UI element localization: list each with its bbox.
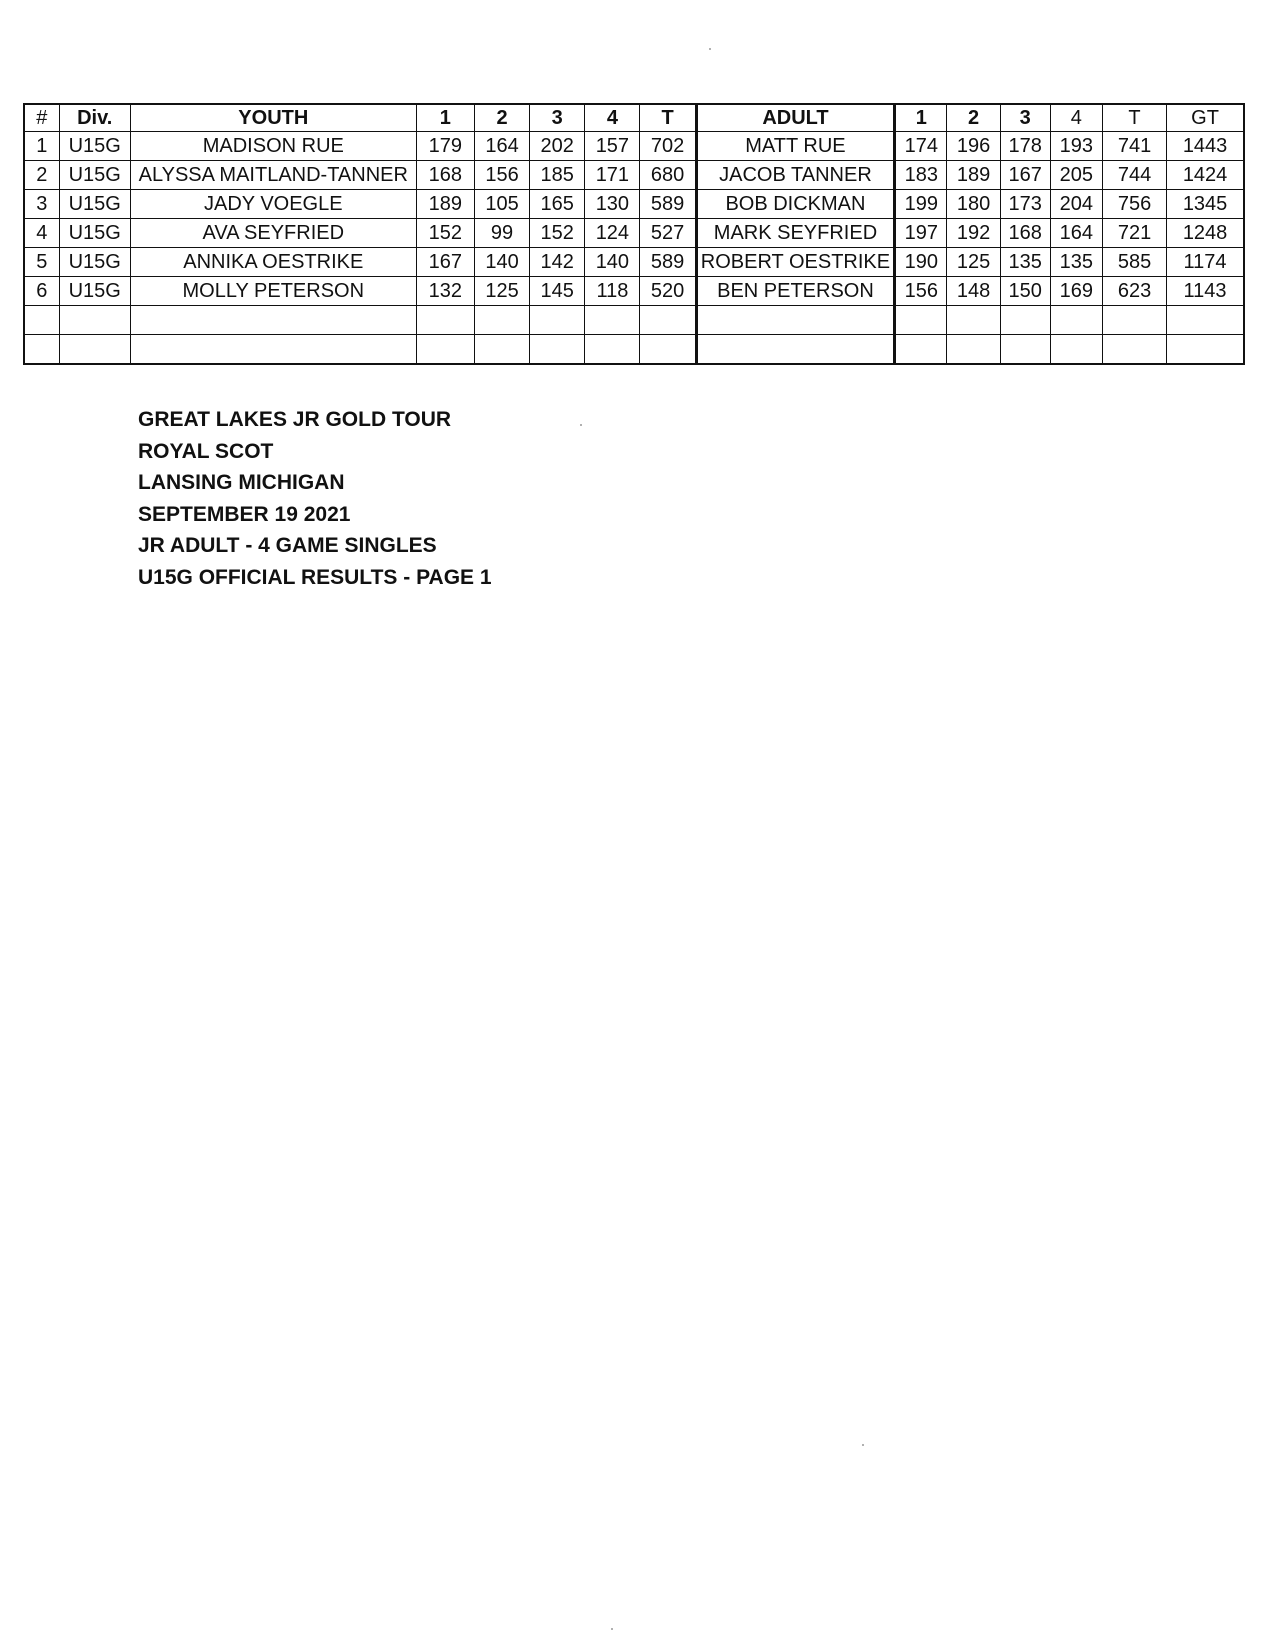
cell-rank: 2 (24, 161, 59, 190)
cell-youth-game-4: 118 (585, 277, 640, 306)
cell-adult-name: MARK SEYFRIED (696, 219, 895, 248)
scan-speck (580, 424, 582, 426)
cell-rank: 1 (24, 132, 59, 161)
empty-cell (530, 306, 585, 335)
cell-youth-game-1: 152 (416, 219, 474, 248)
cell-grand-total: 1174 (1167, 248, 1244, 277)
cell-youth-total: 680 (640, 161, 696, 190)
table-row (24, 219, 1244, 248)
header-youth: YOUTH (130, 104, 416, 132)
empty-cell (59, 335, 130, 365)
cell-youth-game-2: 140 (474, 248, 529, 277)
header-row (24, 104, 1244, 132)
cell-adult-game-2: 148 (947, 277, 1000, 306)
header-grand-total: GT (1167, 104, 1244, 132)
header-youth-game-2: 2 (474, 104, 529, 132)
cell-adult-total: 721 (1102, 219, 1166, 248)
empty-cell (24, 335, 59, 365)
cell-grand-total: 1143 (1167, 277, 1244, 306)
scan-speck (862, 1444, 864, 1446)
header-youth-total: T (640, 104, 696, 132)
empty-cell (947, 306, 1000, 335)
cell-youth-game-4: 171 (585, 161, 640, 190)
cell-youth-game-1: 179 (416, 132, 474, 161)
cell-adult-game-3: 168 (1000, 219, 1050, 248)
caption-venue: ROYAL SCOT (138, 439, 274, 463)
cell-youth-name: JADY VOEGLE (130, 190, 416, 219)
empty-cell (640, 335, 696, 365)
empty-cell (947, 335, 1000, 365)
cell-adult-name: BEN PETERSON (696, 277, 895, 306)
cell-rank: 6 (24, 277, 59, 306)
table-row (24, 277, 1244, 306)
cell-adult-game-2: 125 (947, 248, 1000, 277)
cell-youth-game-2: 125 (474, 277, 529, 306)
cell-adult-game-4: 169 (1050, 277, 1102, 306)
caption-location: LANSING MICHIGAN (138, 471, 345, 494)
cell-division: U15G (59, 219, 130, 248)
cell-youth-game-4: 124 (585, 219, 640, 248)
cell-adult-name: MATT RUE (696, 132, 895, 161)
empty-cell (416, 335, 474, 365)
cell-adult-game-1: 156 (895, 277, 947, 306)
cell-adult-game-3: 173 (1000, 190, 1050, 219)
caption-results-page: U15G OFFICIAL RESULTS - PAGE 1 (138, 565, 492, 589)
cell-youth-game-2: 164 (474, 132, 529, 161)
empty-cell (1050, 335, 1102, 365)
cell-youth-game-4: 157 (585, 132, 640, 161)
cell-youth-total: 702 (640, 132, 696, 161)
cell-division: U15G (59, 248, 130, 277)
cell-youth-name: ANNIKA OESTRIKE (130, 248, 416, 277)
cell-adult-name: ROBERT OESTRIKE (696, 248, 895, 277)
cell-division: U15G (59, 132, 130, 161)
empty-cell (1167, 306, 1244, 335)
cell-youth-game-3: 142 (530, 248, 585, 277)
caption-date: SEPTEMBER 19 2021 (138, 502, 351, 526)
empty-table-row (24, 335, 1244, 365)
cell-adult-total: 744 (1102, 161, 1166, 190)
scan-speck (709, 48, 711, 50)
empty-cell (59, 306, 130, 335)
empty-cell (474, 335, 529, 365)
cell-youth-game-3: 165 (530, 190, 585, 219)
table-header (24, 104, 1244, 132)
cell-rank: 4 (24, 219, 59, 248)
empty-cell (530, 335, 585, 365)
cell-youth-name: MADISON RUE (130, 132, 416, 161)
header-youth-game-1: 1 (416, 104, 474, 132)
caption-tour-name: GREAT LAKES JR GOLD TOUR (138, 408, 452, 431)
empty-cell (585, 335, 640, 365)
header-adult-game-4: 4 (1050, 104, 1102, 132)
table-row (24, 161, 1244, 190)
cell-youth-game-2: 99 (474, 219, 529, 248)
cell-adult-total: 756 (1102, 190, 1166, 219)
cell-rank: 3 (24, 190, 59, 219)
cell-adult-total: 741 (1102, 132, 1166, 161)
cell-rank: 5 (24, 248, 59, 277)
cell-youth-game-2: 156 (474, 161, 529, 190)
header-adult: ADULT (696, 104, 895, 132)
empty-cell (895, 306, 947, 335)
results-table (23, 103, 1245, 365)
cell-adult-game-1: 199 (895, 190, 947, 219)
header-youth-game-3: 3 (530, 104, 585, 132)
header-division: Div. (59, 104, 130, 132)
cell-grand-total: 1443 (1167, 132, 1244, 161)
empty-cell (640, 306, 696, 335)
cell-youth-game-3: 202 (530, 132, 585, 161)
cell-youth-total: 527 (640, 219, 696, 248)
cell-youth-game-2: 105 (474, 190, 529, 219)
empty-cell (130, 335, 416, 365)
cell-division: U15G (59, 190, 130, 219)
empty-cell (474, 306, 529, 335)
empty-cell (1000, 335, 1050, 365)
cell-adult-game-1: 197 (895, 219, 947, 248)
empty-cell (895, 335, 947, 365)
cell-youth-game-1: 132 (416, 277, 474, 306)
table-row (24, 190, 1244, 219)
cell-youth-total: 589 (640, 248, 696, 277)
cell-grand-total: 1424 (1167, 161, 1244, 190)
cell-adult-game-4: 205 (1050, 161, 1102, 190)
empty-cell (416, 306, 474, 335)
header-adult-total: T (1102, 104, 1166, 132)
cell-adult-game-2: 196 (947, 132, 1000, 161)
cell-adult-game-2: 189 (947, 161, 1000, 190)
empty-cell (696, 335, 895, 365)
cell-youth-game-1: 168 (416, 161, 474, 190)
cell-adult-game-3: 167 (1000, 161, 1050, 190)
cell-grand-total: 1345 (1167, 190, 1244, 219)
cell-youth-name: ALYSSA MAITLAND-TANNER (130, 161, 416, 190)
empty-cell (585, 306, 640, 335)
cell-adult-name: BOB DICKMAN (696, 190, 895, 219)
cell-adult-game-4: 193 (1050, 132, 1102, 161)
cell-youth-game-3: 145 (530, 277, 585, 306)
cell-youth-game-4: 130 (585, 190, 640, 219)
cell-adult-game-3: 150 (1000, 277, 1050, 306)
header-adult-game-2: 2 (947, 104, 1000, 132)
cell-adult-game-3: 135 (1000, 248, 1050, 277)
cell-youth-name: MOLLY PETERSON (130, 277, 416, 306)
cell-adult-total: 585 (1102, 248, 1166, 277)
cell-youth-total: 589 (640, 190, 696, 219)
caption-event-type: JR ADULT - 4 GAME SINGLES (138, 534, 437, 557)
cell-adult-game-1: 183 (895, 161, 947, 190)
empty-cell (696, 306, 895, 335)
cell-youth-total: 520 (640, 277, 696, 306)
event-caption (138, 404, 492, 593)
scan-speck (611, 1628, 613, 1630)
cell-youth-game-3: 185 (530, 161, 585, 190)
header-youth-game-4: 4 (585, 104, 640, 132)
empty-cell (1050, 306, 1102, 335)
cell-division: U15G (59, 277, 130, 306)
cell-youth-game-4: 140 (585, 248, 640, 277)
cell-adult-game-1: 190 (895, 248, 947, 277)
header-adult-game-3: 3 (1000, 104, 1050, 132)
empty-cell (1102, 306, 1166, 335)
cell-adult-game-4: 164 (1050, 219, 1102, 248)
empty-cell (24, 306, 59, 335)
cell-youth-game-3: 152 (530, 219, 585, 248)
cell-adult-game-4: 135 (1050, 248, 1102, 277)
cell-adult-game-3: 178 (1000, 132, 1050, 161)
cell-division: U15G (59, 161, 130, 190)
cell-adult-game-2: 192 (947, 219, 1000, 248)
cell-adult-game-1: 174 (895, 132, 947, 161)
empty-cell (130, 306, 416, 335)
cell-youth-game-1: 189 (416, 190, 474, 219)
cell-adult-name: JACOB TANNER (696, 161, 895, 190)
cell-adult-total: 623 (1102, 277, 1166, 306)
table-body (24, 132, 1244, 365)
cell-adult-game-4: 204 (1050, 190, 1102, 219)
header-adult-game-1: 1 (895, 104, 947, 132)
header-rank: # (24, 104, 59, 132)
cell-adult-game-2: 180 (947, 190, 1000, 219)
empty-cell (1167, 335, 1244, 365)
empty-table-row (24, 306, 1244, 335)
cell-grand-total: 1248 (1167, 219, 1244, 248)
table-row (24, 248, 1244, 277)
empty-cell (1102, 335, 1166, 365)
empty-cell (1000, 306, 1050, 335)
table-row (24, 132, 1244, 161)
cell-youth-name: AVA SEYFRIED (130, 219, 416, 248)
cell-youth-game-1: 167 (416, 248, 474, 277)
